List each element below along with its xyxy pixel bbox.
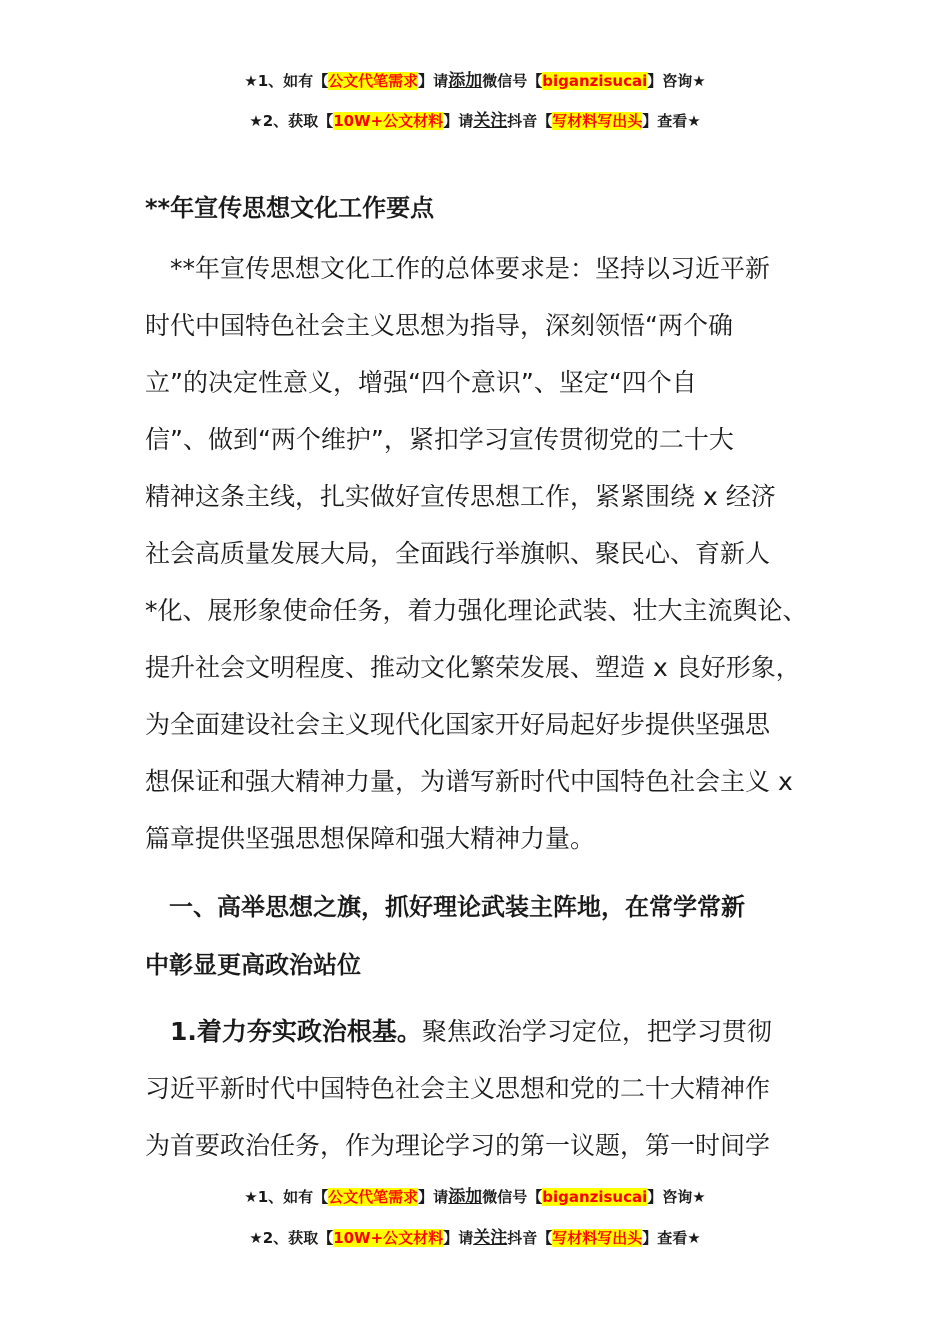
text-line: *化、展形象使命任务，着力强化理论武装、壮大主流舆论、 (145, 596, 808, 625)
banner-text: 微信号【 (482, 72, 543, 90)
banner-highlight: biganzisucai (542, 72, 648, 90)
heading-line: 一、高举思想之旗，抓好理论武装主阵地，在常学常新 (145, 893, 745, 921)
banner-underline: 添加 (448, 1187, 483, 1207)
heading-line: 中彰显更高政治站位 (145, 951, 361, 979)
text-line: 社会高质量发展大局，全面践行举旗帜、聚民心、育新人 (145, 539, 771, 568)
banner-text: 】请 (418, 72, 449, 90)
banner-text: 】咨询★ (647, 1188, 706, 1206)
item-1-text: 聚焦政治学习定位，把学习贯彻 (421, 1017, 772, 1046)
text-line: **年宣传思想文化工作的总体要求是：坚持以习近平新 (145, 254, 771, 283)
text-line: 想保证和强大精神力量，为谱写新时代中国特色社会主义 x (145, 767, 793, 796)
banner-highlight: biganzisucai (542, 1188, 648, 1206)
text-line: 信”、做到“两个维护”，紧扣学习宣传贯彻党的二十大 (145, 425, 734, 454)
banner-highlight: 公文代笔需求 (328, 72, 419, 90)
text-line: 立”的决定性意义，增强“四个意识”、坚定“四个自 (145, 368, 697, 397)
banner-text: ★1、如有【 (244, 1188, 329, 1206)
banner-text: ★2、获取【 (249, 1229, 334, 1247)
banner-highlight: 写材料写出头 (552, 112, 643, 130)
intro-paragraph (145, 240, 835, 867)
banner-text: 抖音【 (507, 1229, 553, 1247)
banner-highlight: 写材料写出头 (552, 1229, 643, 1247)
text-line: 习近平新时代中国特色社会主义思想和党的二十大精神作 (145, 1074, 771, 1103)
banner-text: 抖音【 (507, 112, 553, 130)
banner-underline: 添加 (448, 71, 483, 91)
banner-highlight: 10W+公文材料 (333, 1229, 444, 1247)
banner-text: 】请 (418, 1188, 449, 1206)
text-line: 时代中国特色社会主义思想为指导，深刻领悟“两个确 (145, 311, 733, 340)
text-line: 篇章提供坚强思想保障和强大精神力量。 (145, 824, 596, 853)
document-title: **年宣传思想文化工作要点 (145, 194, 435, 222)
banner-text: 】咨询★ (647, 72, 706, 90)
item-1-paragraph (145, 1003, 835, 1174)
banner-highlight: 10W+公文材料 (333, 112, 444, 130)
text-line (145, 1003, 835, 1060)
text-line: 提升社会文明程度、推动文化繁荣发展、塑造 x 良好形象， (145, 653, 801, 682)
banner-text: 】请 (443, 112, 474, 130)
bottom-banner-line-2 (0, 1227, 950, 1249)
top-banner-line-1 (0, 70, 950, 92)
text-line: 精神这条主线，扎实做好宣传思想工作，紧紧围绕 x 经济 (145, 482, 776, 511)
banner-text: 】请 (443, 1229, 474, 1247)
text-line: 为首要政治任务，作为理论学习的第一议题，第一时间学 (145, 1131, 771, 1160)
banner-text: 】查看★ (642, 112, 701, 130)
banner-text: ★2、获取【 (249, 112, 334, 130)
banner-underline: 关注 (473, 111, 508, 131)
banner-underline: 关注 (473, 1228, 508, 1248)
text-line: 为全面建设社会主义现代化国家开好局起好步提供坚强思 (145, 710, 771, 739)
banner-text: 】查看★ (642, 1229, 701, 1247)
item-1-lead: 1.着力夯实政治根基。 (145, 1017, 422, 1046)
banner-highlight: 公文代笔需求 (328, 1188, 419, 1206)
top-banner-line-2 (0, 110, 950, 132)
banner-text: 微信号【 (482, 1188, 543, 1206)
section-heading (145, 878, 745, 994)
banner-text: ★1、如有【 (244, 72, 329, 90)
bottom-banner-line-1 (0, 1186, 950, 1208)
